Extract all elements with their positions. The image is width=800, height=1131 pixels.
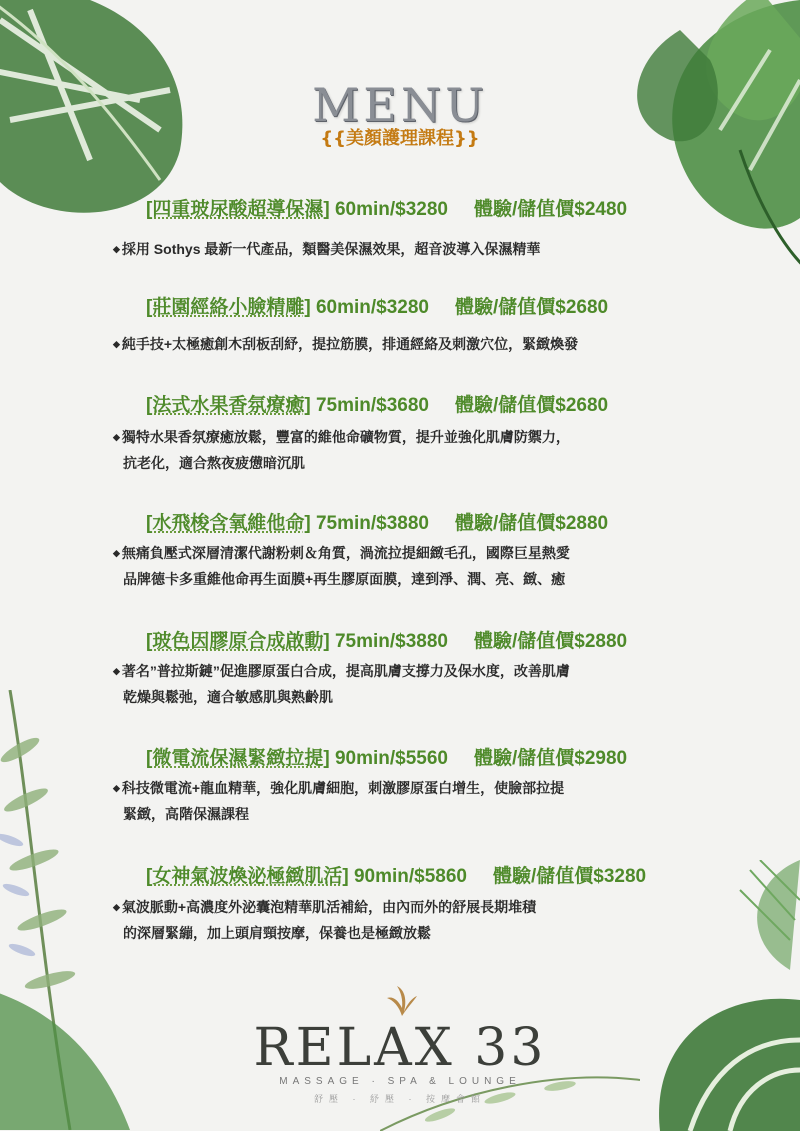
logo-tagline-chinese: 舒壓 · 紓壓 · 按摩會館 <box>314 1094 486 1104</box>
logo-wordmark: RELAX 33 <box>253 1018 547 1078</box>
item-desc-line: 著名”普拉斯鏈”促進膠原蛋白合成，提高肌膚支撐力及保水度，改善肌膚 <box>121 663 570 679</box>
item-desc-line: 氣波脈動+高濃度外泌囊泡精華肌活補給，由內而外的舒展長期堆積 <box>121 899 537 915</box>
item-name: [微電流保濕緊緻拉提] <box>146 748 330 769</box>
bullet-icon: ◆ <box>113 548 120 558</box>
item-price: 60min/$3280 <box>334 199 448 220</box>
item-name: [莊園經絡小臉精雕] <box>146 297 311 318</box>
menu-title: MENU <box>312 78 488 132</box>
item-price: 90min/$5560 <box>334 748 448 769</box>
spa-flower-logo-icon <box>385 984 419 1018</box>
item-desc-line: 的深層緊繃，加上頭肩頸按摩，保養也是極緻放鬆 <box>123 925 431 941</box>
item-description <box>113 775 713 827</box>
item-name: [女神氣波煥泌極緻肌活] <box>146 866 349 887</box>
item-name: [水飛梭含氧維他命] <box>146 513 311 534</box>
item-member-price: 體驗/儲值價$2680 <box>454 395 609 416</box>
item-name: [法式水果香氛療癒] <box>146 395 311 416</box>
item-desc-line: 獨特水果香氛療癒放鬆，豐富的維他命礦物質，提升並強化肌膚防禦力， <box>121 429 570 445</box>
item-price: 90min/$5860 <box>353 866 467 887</box>
item-desc-line: 乾燥與鬆弛，適合敏感肌與熟齡肌 <box>123 689 333 705</box>
item-desc-line: 品牌德卡多重維他命再生面膜+再生膠原面膜，達到淨、潤、亮、緻、癒 <box>123 571 566 587</box>
bullet-icon: ◆ <box>113 783 120 793</box>
item-desc-line: 採用 Sothys 最新一代產品，類醫美保濕效果，超音波導入保濕精華 <box>121 241 541 257</box>
item-member-price: 體驗/儲值價$2880 <box>473 631 628 652</box>
item-title <box>146 390 608 417</box>
bullet-icon: ◆ <box>113 339 120 349</box>
item-desc-line: 抗老化，適合熬夜疲憊暗沉肌 <box>123 455 305 471</box>
item-name: [四重玻尿酸超導保濕] <box>146 199 330 220</box>
item-desc-line: 純手技+太極癒創木刮板刮紓，提拉筋膜，排通經絡及刺激穴位，緊緻煥發 <box>121 336 579 352</box>
item-member-price: 體驗/儲值價$2980 <box>473 748 628 769</box>
item-description <box>113 236 713 262</box>
item-price: 75min/$3880 <box>334 631 448 652</box>
item-title <box>146 861 646 888</box>
item-description <box>113 540 713 592</box>
item-member-price: 體驗/儲值價$2680 <box>454 297 609 318</box>
item-member-price: 體驗/儲值價$3280 <box>492 866 647 887</box>
item-title <box>146 194 627 221</box>
item-title <box>146 743 627 770</box>
item-name: [玻色因膠原合成啟動] <box>146 631 330 652</box>
item-description <box>113 331 713 357</box>
bullet-icon: ◆ <box>113 432 120 442</box>
item-title <box>146 292 608 319</box>
item-desc-line: 緊緻，高階保濕課程 <box>123 806 249 822</box>
bullet-icon: ◆ <box>113 666 120 676</box>
item-price: 60min/$3280 <box>315 297 429 318</box>
item-desc-line: 無痛負壓式深層清潔代謝粉刺＆角質，渦流拉提細緻毛孔，國際巨星熱愛 <box>121 545 570 561</box>
item-title <box>146 626 627 653</box>
item-description <box>113 894 713 946</box>
item-title <box>146 508 608 535</box>
item-description <box>113 658 713 710</box>
item-member-price: 體驗/儲值價$2880 <box>454 513 609 534</box>
bullet-icon: ◆ <box>113 902 120 912</box>
item-desc-line: 科技微電流+龍血精華，強化肌膚細胞，刺激膠原蛋白增生，使臉部拉提 <box>121 780 565 796</box>
menu-subtitle: {{美顏護理課程}} <box>320 128 480 149</box>
item-price: 75min/$3880 <box>315 513 429 534</box>
bullet-icon: ◆ <box>113 244 120 254</box>
item-member-price: 體驗/儲值價$2480 <box>473 199 628 220</box>
logo-tagline: MASSAGE · SPA & LOUNGE <box>279 1076 521 1087</box>
item-price: 75min/$3680 <box>315 395 429 416</box>
item-description <box>113 424 713 476</box>
